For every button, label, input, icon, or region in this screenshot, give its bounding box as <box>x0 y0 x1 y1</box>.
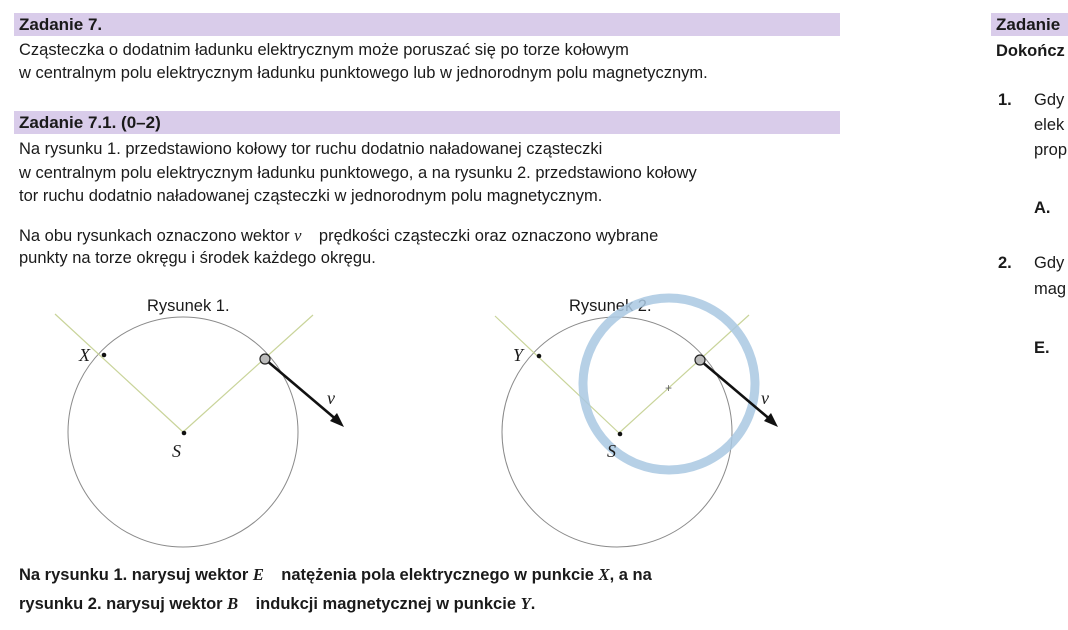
y-symbol: Y <box>520 594 531 613</box>
figure-2-center <box>618 432 623 437</box>
right-option-e: E. <box>1034 339 1050 357</box>
instruction-1c: , a na <box>609 566 652 584</box>
e-vector-symbol: E⃗ <box>252 565 277 584</box>
figure-2-center-label: S <box>607 441 616 461</box>
figure-2-plus-mark: + <box>665 381 673 395</box>
right-task-header <box>991 13 1068 36</box>
task-7-1-para1-line1: Na rysunku 1. przedstawiono kołowy tor ruchu dodatnio naładowanej cząsteczki <box>19 140 603 158</box>
task-7-header-text: Zadanie 7. <box>19 15 103 34</box>
figure-2-point-y <box>537 354 542 359</box>
figure-2-particle <box>695 355 705 365</box>
right-subheader: Dokończ <box>996 42 1065 60</box>
task-7-1-para2-line2: punkty na torze okręgu i środek każdego okręgu. <box>19 249 376 267</box>
right-item-2-line-1: Gdy <box>1034 254 1065 272</box>
task-7-1-para1-line3: tor ruchu dodatnio naładowanej cząsteczki w jednorodnym polu magnetycznym. <box>19 187 603 205</box>
right-item-2-line-2: mag <box>1034 280 1067 298</box>
para2-text-b: prędkości cząsteczki oraz oznaczono wybrane <box>314 227 659 245</box>
figure-1-title: Rysunek 1. <box>147 297 230 315</box>
right-task-header-text: Zadanie <box>996 15 1061 34</box>
figure-1-center-label: S <box>172 441 181 461</box>
task-7-line-2: w centralnym polu elektrycznym ładunku punktowego lub w jednorodnym polu magnetycznym. <box>19 64 708 82</box>
figure-2-guide-right <box>619 315 749 433</box>
task-7-1-para1-line2: w centralnym polu elektrycznym ładunku punktowego, a na rysunku 2. przedstawiono kołowy <box>19 164 697 182</box>
para2-text-a: Na obu rysunkach oznaczono wektor <box>19 227 295 245</box>
instruction-line-1 <box>19 563 652 588</box>
right-item-1-line-2: elek <box>1034 116 1065 134</box>
figure-1-vector-label: v⃗ <box>327 388 349 408</box>
x-symbol: X <box>598 565 610 584</box>
figure-2-title: Rysunek 2. <box>569 297 652 315</box>
figure-1-point-x-label: X <box>79 345 90 365</box>
instruction-1b: natężenia pola elektrycznego w punkcie <box>276 566 599 584</box>
figure-2-vector-label: v⃗ <box>761 388 783 408</box>
figure-2-point-y-label: Y <box>513 345 524 365</box>
instruction-line-2 <box>19 592 535 617</box>
velocity-symbol: v⃗ <box>294 226 315 245</box>
instruction-1a: Na rysunku 1. narysuj wektor <box>19 566 253 584</box>
right-item-1-line-3: prop <box>1034 141 1068 159</box>
task-7-line-1: Cząsteczka o dodatnim ładunku elektrycznym może poruszać się po torze kołowym <box>19 41 629 59</box>
figure-2-orbit <box>502 317 732 547</box>
instruction-2a: rysunku 2. narysuj wektor <box>19 595 228 613</box>
right-option-a: A. <box>1034 199 1051 217</box>
instruction-2c: . <box>530 595 536 613</box>
right-item-1-number: 1. <box>998 91 1012 109</box>
right-item-2-number: 2. <box>998 254 1012 272</box>
right-item-1-line-1: Gdy <box>1034 91 1065 109</box>
b-vector-symbol: B⃗ <box>227 594 252 613</box>
instruction-2b: indukcji magnetycznej w punkcie <box>251 595 521 613</box>
task-7-1-header-text: Zadanie 7.1. (0–2) <box>19 113 161 132</box>
